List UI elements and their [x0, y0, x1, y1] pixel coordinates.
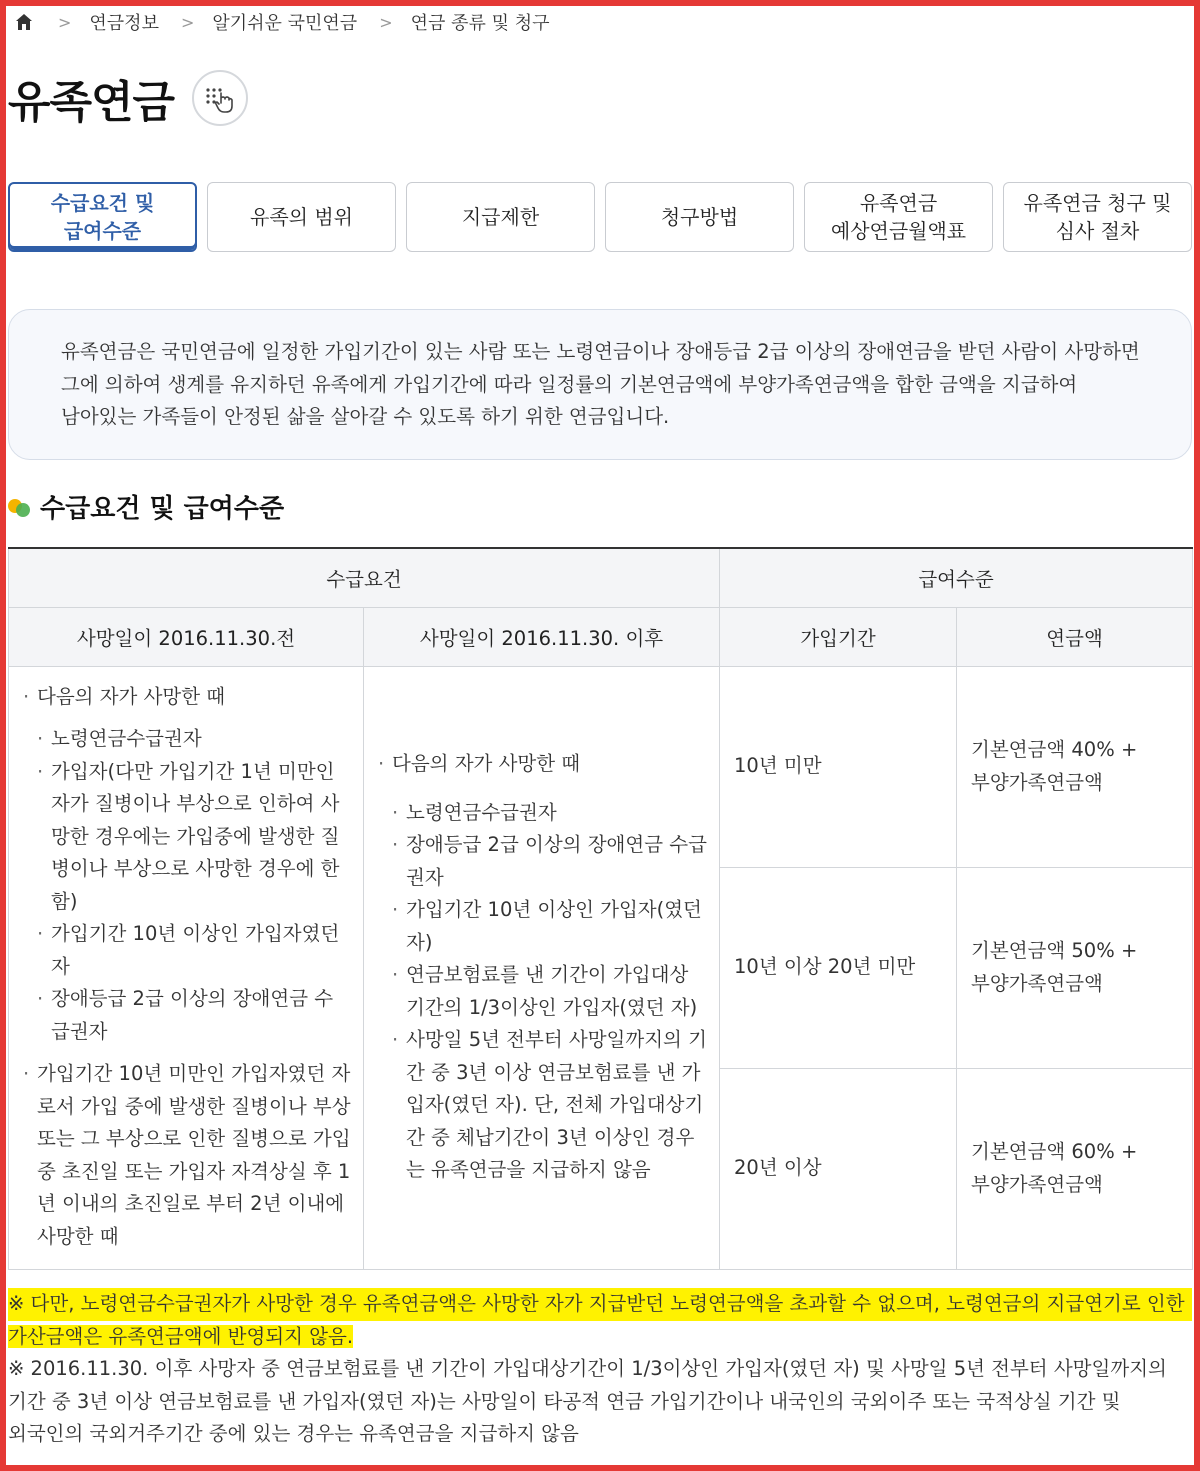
tab-label: 유족의 범위: [250, 205, 353, 229]
tab-label: 청구방법: [660, 205, 739, 229]
sign-language-icon: [203, 81, 237, 115]
list-item: · 장애등급 2급 이상의 장애연금 수급권자: [37, 983, 351, 1048]
requirements-table: [8, 547, 1193, 1270]
home-icon[interactable]: [12, 10, 36, 34]
period-cell: 10년 이상 20년 미만: [720, 867, 957, 1068]
intro-text: 유족연금은 국민연금에 일정한 가입기간이 있는 사람 또는 노령연금이나 장애등급 2급 이상의 장애연금을 받던 사람이 사망하면: [61, 340, 1140, 363]
breadcrumb-item-easy-pension[interactable]: 알기쉬운 국민연금: [212, 13, 358, 34]
amount-cell: [957, 867, 1193, 1068]
list-item-text: 다음의 자가 사망한 때: [37, 684, 226, 708]
amount-cell: [957, 1068, 1193, 1269]
breadcrumb-item-pension-types[interactable]: 연금 종류 및 청구: [410, 13, 550, 34]
list-item: · 가입기간 10년 미만인 가입자였던 자로서 가입 중에 발생한 질병이나 부상 또는 그 부상으로 인한 질병으로 가입 중 초진일 또는 가입자 자격상실 후 1년 이내의 초진일로 부터 2년 이내에 사망한 때: [21, 1058, 351, 1253]
tab-claim-method[interactable]: [605, 182, 794, 252]
section-heading: [8, 488, 284, 525]
period-cell: 10년 미만: [720, 666, 957, 867]
tab-requirements-benefits[interactable]: [8, 182, 197, 252]
tab-expected-amount-table[interactable]: [804, 182, 993, 252]
tab-label: 심사 절차: [1055, 219, 1140, 243]
list-item: · 가입기간 10년 이상인 가입자(였던 자): [392, 894, 707, 959]
bullet-dot-icon: [8, 496, 30, 518]
chevron-right-icon: >: [180, 12, 195, 32]
header-benefit-level: 급여수준: [720, 548, 1193, 607]
header-period: 가입기간: [720, 607, 957, 666]
intro-text: 남아있는 가족들이 안정된 삶을 살아갈 수 있도록 하기 위한 연금입니다.: [61, 405, 670, 428]
tab-label: 유족연금: [859, 191, 938, 215]
intro-text: 그에 의하여 생계를 유지하던 유족에게 가입기간에 따라 일정률의 기본연금액에 부양가족연금액을 합한 금액을 지급하여: [61, 372, 1078, 396]
tab-label: 급여수준: [63, 219, 142, 243]
header-requirements: 수급요건: [9, 548, 720, 607]
highlight-note: 가산금액은 유족연금액에 반영되지 않음.: [8, 1324, 354, 1348]
tab-list: [8, 182, 1192, 252]
sign-language-button[interactable]: [192, 70, 248, 126]
amount-line: 기본연금액 40% +: [971, 738, 1138, 761]
period-cell: 20년 이상: [720, 1068, 957, 1269]
tab-label: 예상연금월액표: [830, 219, 967, 243]
list-item-text: 다음의 자가 사망한 때: [392, 752, 581, 776]
highlight-note-line2: [8, 1321, 1192, 1354]
header-death-after: 사망일이 2016.11.30. 이후: [364, 607, 720, 666]
list-item: · 가입자(다만 가입기간 1년 미만인 자가 질병이나 부상으로 인하여 사망한 경우에는 가입중에 발생한 질병이나 부상으로 사망한 경우에 한함): [37, 756, 351, 919]
list-item: · 노령연금수급권자: [37, 723, 351, 756]
amount-line: 기본연금액 60% +: [971, 1140, 1138, 1163]
breadcrumb: [8, 0, 1192, 44]
chevron-right-icon: >: [58, 12, 72, 32]
list-item: · 가입기간 10년 이상인 가입자였던 자: [37, 918, 351, 983]
breadcrumb-item-pension-info[interactable]: 연금정보: [89, 13, 159, 34]
highlight-note: ※ 다만, 노령연금수급권자가 사망한 경우 유족연금액은 사망한 자가 지급받던 노령연금액을 초과할 수 없으며, 노령연금의 지급연기로 인한: [8, 1288, 1192, 1321]
list-item: · 사망일 5년 전부터 사망일까지의 기간 중 3년 이상 연금보험료를 낸 가입자(였던 자). 단, 전체 가입대상기간 중 체납기간이 3년 이상인 경우는 유족연금을 지급하지 않음: [392, 1024, 707, 1187]
tab-payment-restriction[interactable]: [406, 182, 595, 252]
tab-label: 지급제한: [461, 205, 540, 229]
note-text: 기간 중 3년 이상 연금보험료를 낸 가입자(였던 자)는 사망일이 타공적 연금 가입기간이나 내국인의 국외이주 또는 국적상실 기간 및: [8, 1389, 1121, 1413]
notes: [8, 1288, 1192, 1451]
header-amount: 연금액: [957, 607, 1193, 666]
amount-cell: [957, 666, 1193, 867]
list-item: [376, 748, 707, 1187]
tab-label: 수급요건 및: [50, 191, 155, 215]
intro-box: [8, 309, 1192, 460]
tab-claim-review-procedure[interactable]: [1003, 182, 1192, 252]
section-title: 수급요건 및 급여수준: [40, 494, 285, 524]
page-content: [8, 0, 1192, 1445]
list-item: [21, 681, 351, 1049]
list-item: · 노령연금수급권자: [392, 797, 707, 830]
tab-label: 유족연금 청구 및: [1023, 191, 1172, 215]
note-text: ※ 2016.11.30. 이후 사망자 중 연금보험료를 낸 기간이 가입대상기간이 1/3이상인 가입자(였던 자) 및 사망일 5년 전부터 사망일까지의: [8, 1357, 1167, 1380]
amount-line: 부양가족연금액: [971, 770, 1103, 794]
tab-survivor-scope[interactable]: [207, 182, 396, 252]
requirements-after-cell: [364, 666, 720, 1269]
page-title: 유족연금: [8, 77, 175, 128]
amount-line: 부양가족연금액: [971, 971, 1103, 995]
amount-line: 부양가족연금액: [971, 1172, 1103, 1196]
list-item: · 장애등급 2급 이상의 장애연금 수급권자: [392, 829, 707, 894]
note-text: 외국인의 국외거주기간 중에 있는 경우는 유족연금을 지급하지 않음: [8, 1422, 579, 1445]
amount-line: 기본연금액 50% +: [971, 939, 1138, 962]
header-death-before: 사망일이 2016.11.30.전: [9, 607, 364, 666]
list-item: · 연금보험료를 낸 기간이 가입대상기간의 1/3이상인 가입자(였던 자): [392, 959, 707, 1024]
chevron-right-icon: >: [379, 12, 393, 32]
title-row: [8, 44, 1192, 152]
requirements-before-cell: [9, 666, 364, 1269]
